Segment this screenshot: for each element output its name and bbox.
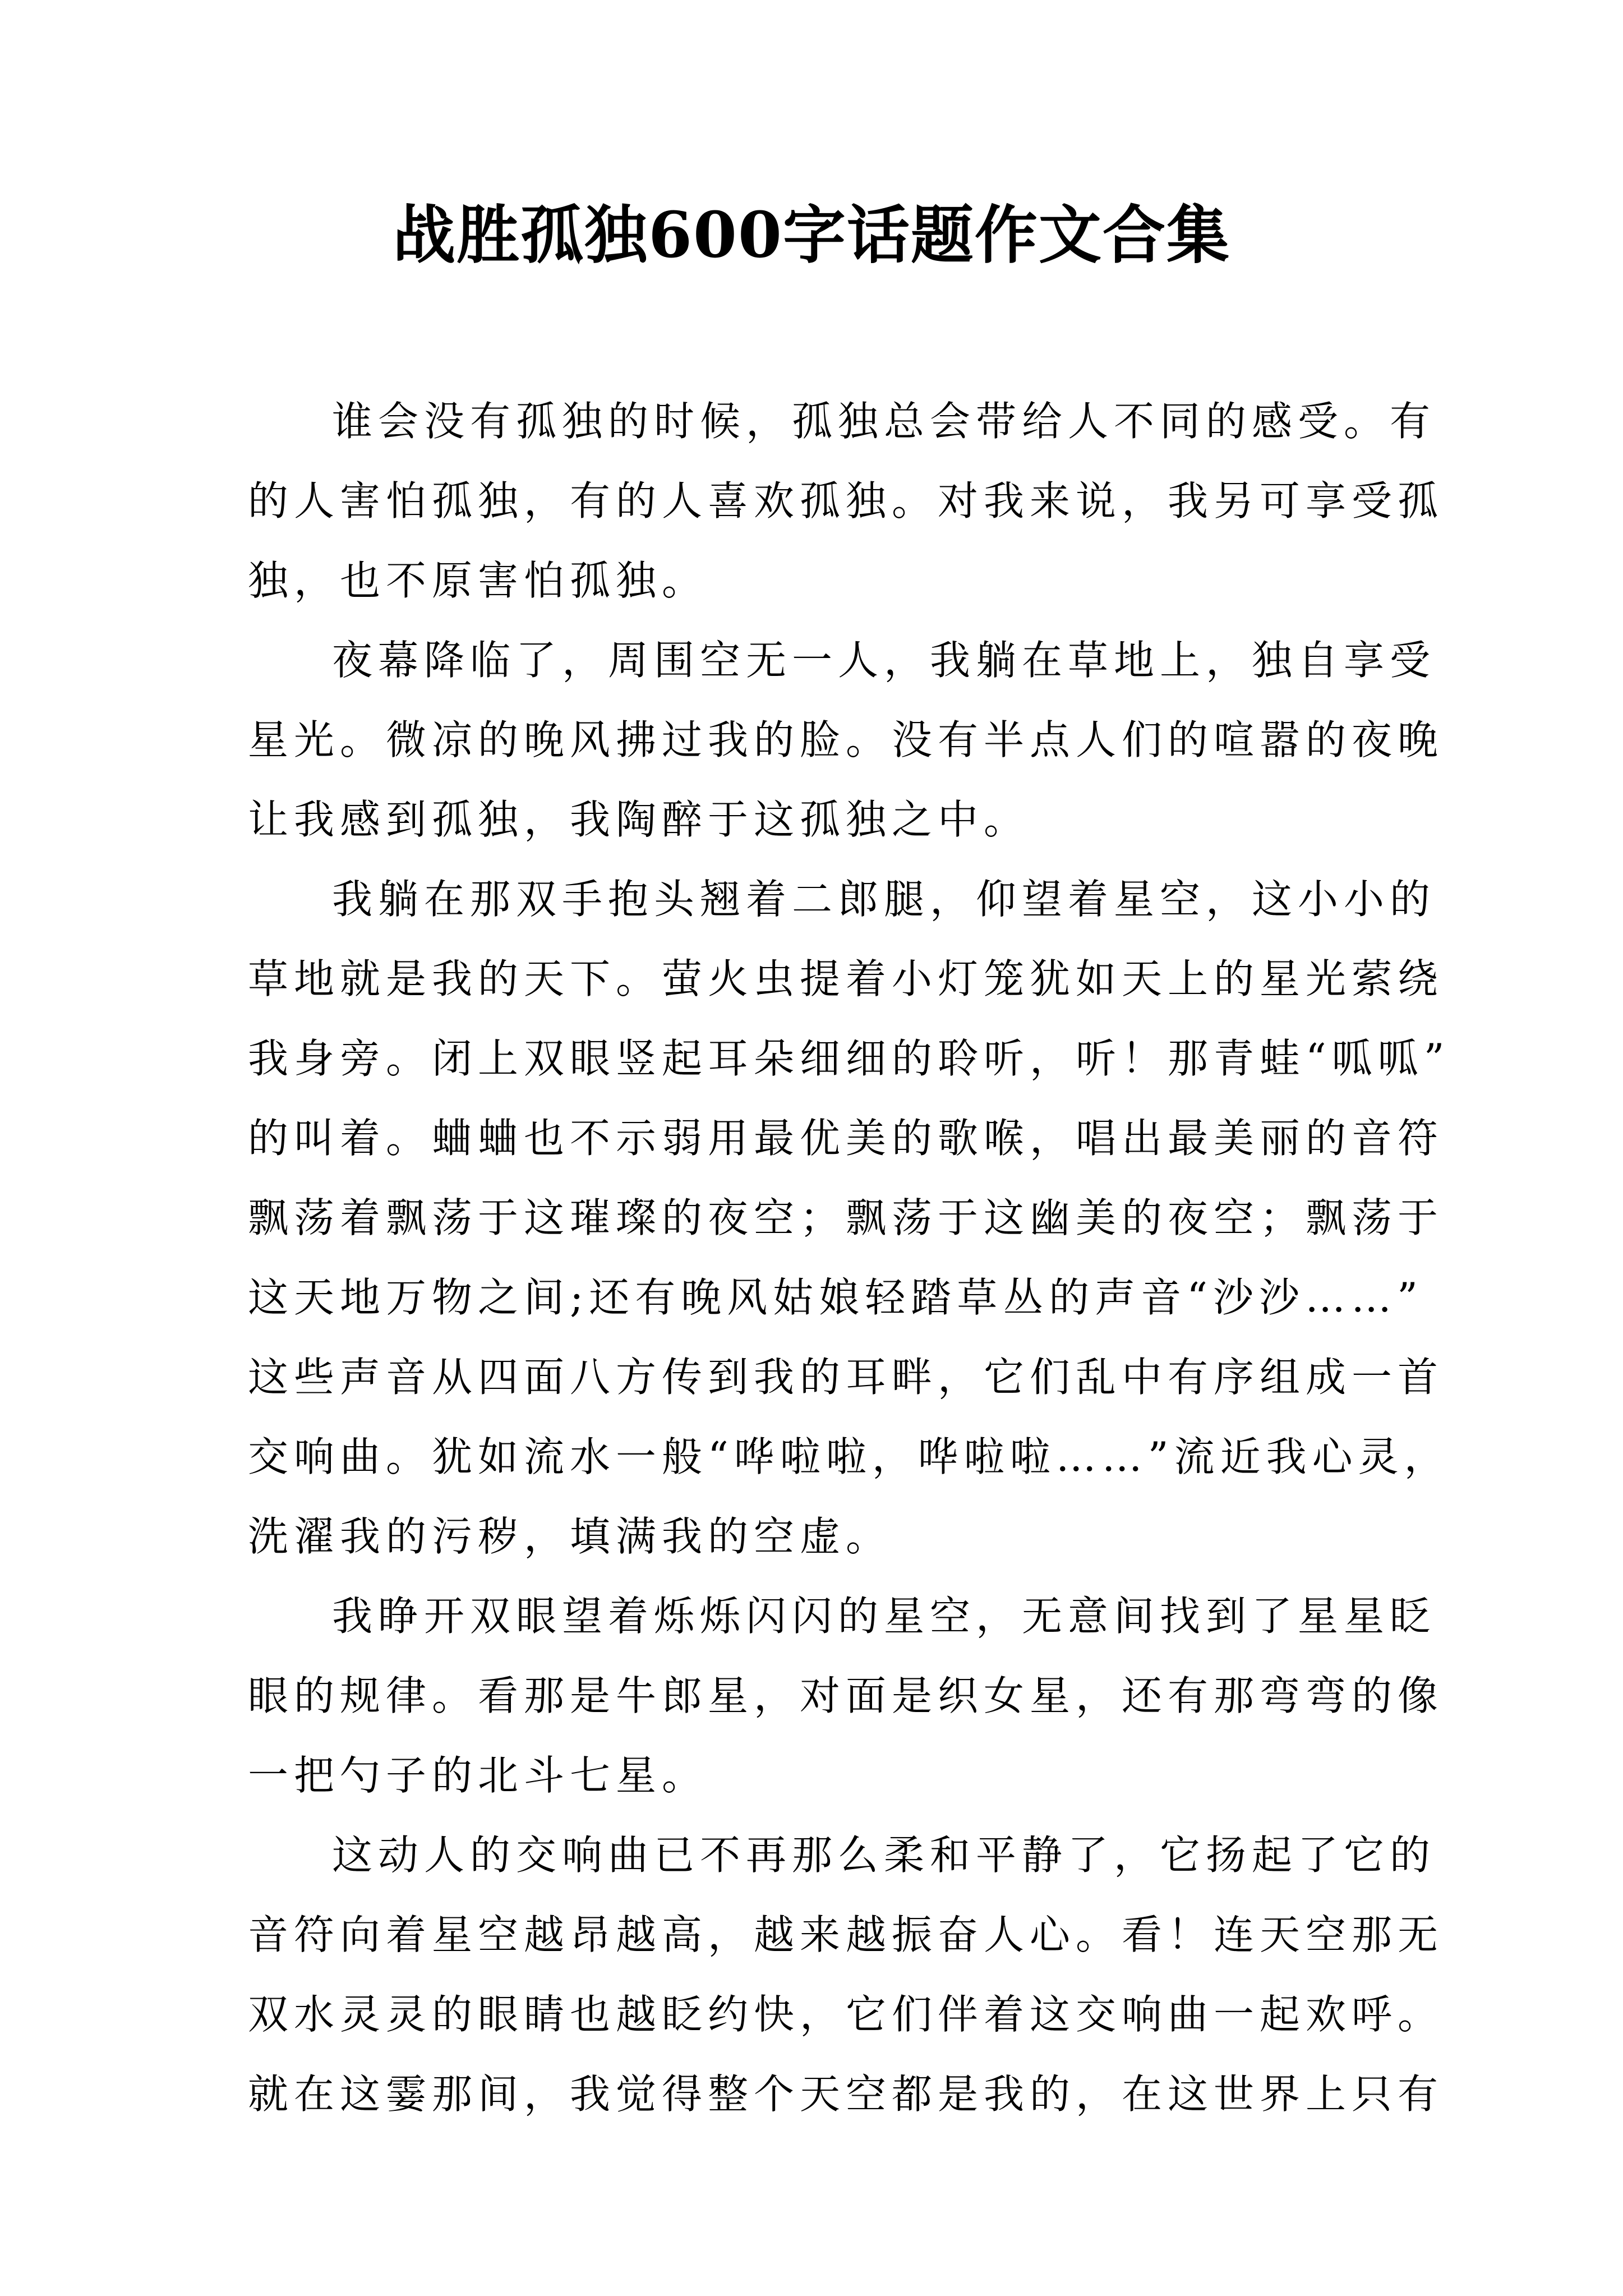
text-line: 草地就是我的天下。萤火虫提着小灯笼犹如天上的星光萦绕 [248,955,1444,1002]
text-line: 我躺在那双手抱头翘着二郎腿，仰望着星空，这小小的 [332,876,1436,923]
text-line: 这些声音从四面八方传到我的耳畔，它们乱中有序组成一首 [248,1354,1444,1401]
text-line: 交响曲。犹如流水一般“哗啦啦，哗啦啦……”流近我心灵， [248,1433,1450,1480]
text-line: 的叫着。蛐蛐也不示弱用最优美的歌喉，唱出最美丽的音符 [248,1115,1444,1162]
text-line: 双水灵灵的眼睛也越眨约快，它们伴着这交响曲一起欢呼。 [248,1991,1444,2038]
text-line: 飘荡着飘荡于这璀璨的夜空；飘荡于这幽美的夜空；飘荡于 [248,1194,1444,1241]
document-title: 战胜孤独600字话题作文合集 [393,199,1230,272]
text-line: 夜幕降临了，周围空无一人，我躺在草地上，独自享受 [332,637,1436,684]
text-line: 这动人的交响曲已不再那么柔和平静了，它扬起了它的 [332,1832,1436,1879]
text-line: 我身旁。闭上双眼竖起耳朵细细的聆听，听！那青蛙“呱呱” [248,1035,1450,1082]
text-line: 就在这霎那间，我觉得整个天空都是我的，在这世界上只有 [248,2070,1444,2118]
document-body [248,381,1450,2134]
text-line: 洗濯我的污秽，填满我的空虚。 [248,1513,892,1560]
text-line: 谁会没有孤独的时候，孤独总会带给人不同的感受。有 [332,398,1436,445]
text-line: 的人害怕孤独，有的人喜欢孤独。对我来说，我另可享受孤 [248,477,1444,524]
text-line: 让我感到孤独，我陶醉于这孤独之中。 [248,796,1030,843]
text-line: 眼的规律。看那是牛郎星，对面是织女星，还有那弯弯的像 [248,1672,1444,1719]
text-line: 音符向着星空越昂越高，越来越振奋人心。看！连天空那无 [248,1911,1444,1958]
text-line: 我睁开双眼望着烁烁闪闪的星空，无意间找到了星星眨 [332,1593,1436,1640]
text-line: 一把勺子的北斗七星。 [248,1752,708,1799]
text-line: 星光。微凉的晚风拂过我的脸。没有半点人们的喧嚣的夜晚 [248,716,1444,763]
text-line: 这天地万物之间;还有晚风姑娘轻踏草丛的声音“沙沙……” [248,1274,1423,1321]
text-line: 独，也不原害怕孤独。 [248,557,708,604]
